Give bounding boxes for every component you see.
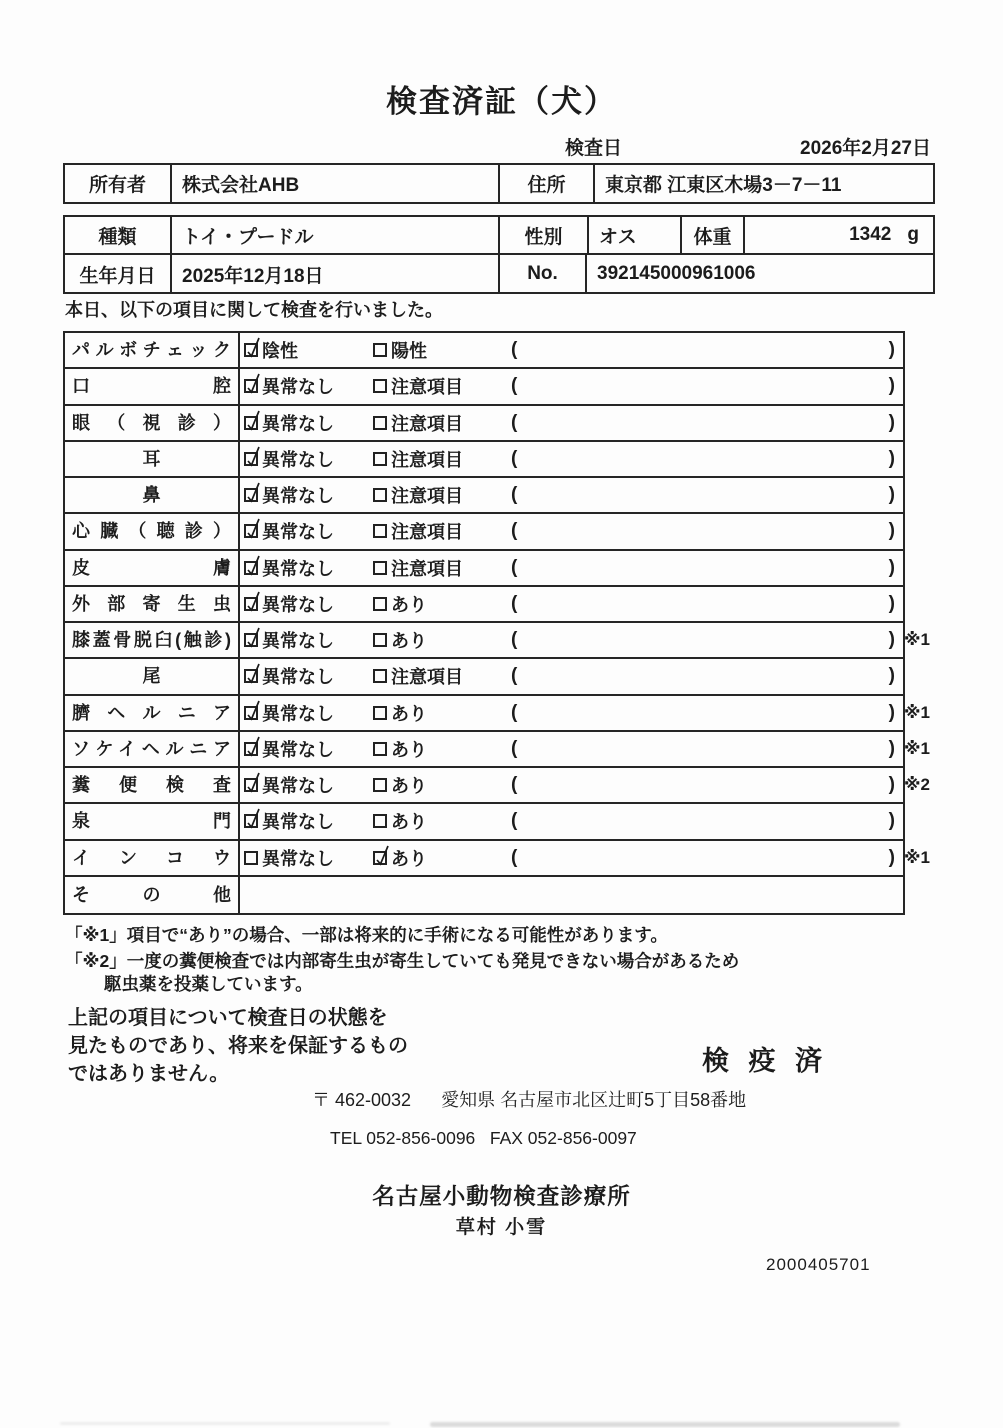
checkbox-icon [244,706,258,720]
exam-option-2 [373,772,511,798]
exam-item-options [240,841,903,875]
exam-option-2-label: 注意項目 [391,486,463,507]
exam-option-2-label: あり [391,776,427,797]
pet-table-row-1 [65,217,933,255]
open-paren: ( [511,520,518,542]
exam-remarks-field [511,847,903,869]
exam-row-footnote-ref: ※1 [904,630,930,650]
check-mark-icon [244,771,262,795]
exam-option-1 [244,736,373,762]
close-paren: ) [888,665,895,687]
exam-remarks-field [511,593,903,615]
exam-remarks-field [511,774,903,796]
checkbox-icon [244,452,258,466]
exam-item-label-cell [65,841,240,875]
open-paren: ( [511,592,518,614]
exam-item-label-cell [65,623,240,657]
exam-item-label-cell [65,732,240,766]
exam-table-row [65,696,930,732]
exam-table-row [65,369,903,405]
exam-option-1-label: 異常なし [262,522,334,543]
checkbox-icon [373,416,387,430]
exam-item-label: ソケイヘルニア [72,738,231,759]
sex-value: オス [589,217,682,253]
check-mark-icon [244,336,262,360]
exam-table-row [65,587,903,623]
exam-item-options [240,587,903,621]
disclaimer-line-3: ではありません。 [68,1063,230,1085]
birthdate-value: 2025年12月18日 [172,255,500,293]
exam-item-options [240,804,903,838]
exam-option-1 [244,555,373,581]
exam-item-label-cell [65,587,240,621]
disclaimer-line-2: 見たものであり、将来を保証するもの [68,1035,408,1057]
exam-remarks-field [511,810,903,832]
pet-table-row-2 [65,255,933,293]
checkbox-icon [373,814,387,828]
exam-item-label-cell [65,551,240,585]
exam-item-label: 心臓（聴診） [72,521,231,542]
exam-item-options [240,732,903,766]
exam-option-1-label: 異常なし [262,812,334,833]
exam-option-2-label: 注意項目 [391,377,463,398]
exam-option-1-label: 異常なし [262,739,334,760]
checkbox-icon [244,379,258,393]
no-value: 392145000961006 [597,263,756,284]
exam-option-2-label: 陽性 [391,341,427,362]
exam-option-2 [373,808,511,834]
close-paren: ) [888,846,895,868]
inspection-date-row [565,133,931,160]
close-paren: ) [888,556,895,578]
exam-item-options [240,551,903,585]
exam-option-1-label: 異常なし [262,776,334,797]
exam-item-label: 口腔 [72,376,231,397]
exam-item-options [240,514,903,548]
exam-table-row [65,333,903,369]
check-mark-icon [244,481,262,505]
exam-table-row [65,514,903,550]
check-mark-icon [244,626,262,650]
checkbox-icon [373,597,387,611]
exam-option-2 [373,518,511,544]
clinic-name: 名古屋小動物検査診療所 [372,1184,631,1209]
disclaimer-line-1: 上記の項目について検査日の状態を [68,1007,388,1029]
checkbox-icon [244,851,258,865]
exam-option-1 [244,627,373,653]
exam-item-label: パルボチェック [72,340,231,361]
exam-item-options [240,659,903,693]
exam-option-2-label: あり [391,703,427,724]
exam-remarks-field [511,665,903,687]
exam-table-row [65,877,903,913]
exam-remarks-field [511,375,903,397]
quarantine-passed-stamp: 検 疫 済 [702,1046,829,1076]
close-paren: ) [888,701,895,723]
exam-item-options [240,696,903,730]
exam-item-label-cell [65,768,240,802]
open-paren: ( [511,737,518,759]
sex-label: 性別 [500,217,589,253]
pet-table [63,215,935,294]
exam-option-1-label: 異常なし [262,558,334,579]
birthdate-label: 生年月日 [65,255,172,293]
owner-table [63,163,935,204]
exam-item-label: 眼（視診） [72,412,231,433]
exam-item-options [240,877,903,913]
disclaimer-statement [68,1004,408,1088]
exam-option-2-label: 注意項目 [391,667,463,688]
exam-option-2 [373,482,511,508]
close-paren: ) [888,375,895,397]
exam-item-options [240,369,903,403]
exam-item-label-cell [65,478,240,512]
exam-item-label-cell [65,406,240,440]
close-paren: ) [888,339,895,361]
checkbox-icon [244,488,258,502]
exam-option-2 [373,446,511,472]
checkbox-icon [373,778,387,792]
document-code: 2000405701 [766,1255,871,1274]
exam-item-label: 皮膚 [72,557,231,578]
exam-item-label: その他 [72,884,231,905]
no-label: No. [500,255,587,293]
check-mark-icon [244,409,262,433]
weight-value: 1342 [849,224,892,245]
address-label: 住所 [500,165,595,202]
exam-option-1 [244,663,373,689]
page-title: 検査済証（犬） [386,84,617,119]
checkbox-icon [373,742,387,756]
exam-item-label: インコウ [72,847,231,868]
exam-table-row [65,659,903,695]
exam-remarks-field [511,738,903,760]
open-paren: ( [511,375,518,397]
checkbox-icon [373,452,387,466]
exam-table-row [65,732,930,768]
weight-label: 体重 [682,217,745,253]
close-paren: ) [888,447,895,469]
exam-option-2 [373,555,511,581]
exam-item-options [240,406,903,440]
exam-option-1 [244,808,373,834]
checkbox-icon [373,488,387,502]
exam-option-2-label: あり [391,594,427,615]
checkbox-icon [373,379,387,393]
footnote-1: 「※1」項目で“あり”の場合、一部は将来的に手術になる可能性があります。 [65,925,668,945]
exam-item-label-cell [65,514,240,548]
address-value: 東京都 江東区木場3－7－11 [605,175,842,196]
exam-table-row [65,841,930,877]
exam-remarks-field [511,557,903,579]
exam-option-2-label: あり [391,812,427,833]
exam-item-options [240,478,903,512]
check-mark-icon [244,554,262,578]
breed-value: トイ・プードル [172,217,500,253]
exam-remarks-field [511,629,903,651]
checkbox-icon [373,669,387,683]
exam-table-row [65,442,903,478]
weight-unit: g [907,224,919,245]
checkbox-icon [244,597,258,611]
check-mark-icon [244,445,262,469]
exam-option-2-label: あり [391,739,427,760]
open-paren: ( [511,339,518,361]
exam-table [63,331,930,915]
open-paren: ( [511,629,518,651]
exam-option-1-label: 異常なし [262,486,334,507]
check-mark-icon [244,807,262,831]
exam-item-label-cell [65,369,240,403]
exam-item-label-cell [65,333,240,367]
exam-remarks-field [511,484,903,506]
exam-option-2 [373,845,511,871]
exam-row-footnote-ref: ※1 [904,738,930,758]
exam-item-options [240,623,903,657]
checkbox-icon [373,851,387,865]
exam-item-options [240,768,903,802]
check-mark-icon [244,590,262,614]
checkbox-icon [244,669,258,683]
owner-value: 株式会社AHB [172,165,500,202]
exam-remarks-field [511,520,903,542]
exam-option-1-label: 陰性 [262,341,298,362]
exam-remarks-field [511,448,903,470]
intro-line: 本日、以下の項目に関して検査を行いました。 [65,300,443,320]
exam-option-1 [244,337,373,363]
close-paren: ) [888,629,895,651]
checkbox-icon [244,814,258,828]
checkbox-icon [244,633,258,647]
open-paren: ( [511,701,518,723]
check-mark-icon [244,735,262,759]
exam-item-options [240,442,903,476]
open-paren: ( [511,556,518,578]
open-paren: ( [511,774,518,796]
exam-item-label: 泉門 [72,811,231,832]
close-paren: ) [888,411,895,433]
exam-table-row [65,551,903,587]
exam-row-footnote-ref: ※2 [904,775,930,795]
scan-artifact [60,1422,390,1425]
checkbox-icon [373,706,387,720]
checkbox-icon [373,343,387,357]
checkbox-icon [244,416,258,430]
exam-item-label: 耳 [142,448,161,469]
exam-option-1-label: 異常なし [262,703,334,724]
exam-table-row [65,478,903,514]
checkbox-icon [244,343,258,357]
exam-table-row [65,804,903,840]
check-mark-icon [244,517,262,541]
checkbox-icon [373,524,387,538]
scan-artifact [430,1422,900,1427]
check-mark-icon [244,662,262,686]
exam-option-1 [244,482,373,508]
exam-option-2 [373,627,511,653]
exam-option-2 [373,591,511,617]
examiner-name: 草村 小雪 [455,1217,548,1238]
exam-remarks-field [511,412,903,434]
exam-option-1 [244,591,373,617]
exam-option-2 [373,337,511,363]
exam-option-1 [244,700,373,726]
inspection-date-label: 検査日 [565,138,623,159]
check-mark-icon [373,844,391,868]
close-paren: ) [888,520,895,542]
exam-table-row [65,623,930,659]
exam-option-1 [244,373,373,399]
exam-table-row [65,768,930,804]
exam-option-2 [373,373,511,399]
check-mark-icon [244,699,262,723]
exam-option-1-label: 異常なし [262,413,334,434]
check-mark-icon [244,372,262,396]
exam-option-2-label: あり [391,631,427,652]
checkbox-icon [244,561,258,575]
open-paren: ( [511,447,518,469]
exam-option-2-label: 注意項目 [391,413,463,434]
exam-option-1-label: 異常なし [262,449,334,470]
exam-table-row [65,406,903,442]
exam-item-label: 鼻 [142,485,161,506]
checkbox-icon [244,524,258,538]
exam-option-2-label: 注意項目 [391,449,463,470]
checkbox-icon [373,561,387,575]
exam-option-2-label: あり [391,848,427,869]
exam-option-1 [244,446,373,472]
exam-option-1-label: 異常なし [262,377,334,398]
exam-item-label: 膝蓋骨脱臼(触診) [72,630,231,651]
clinic-address: 〒 462-0032 愛知県 名古屋市北区辻町5丁目58番地 [312,1090,747,1110]
open-paren: ( [511,484,518,506]
exam-option-1-label: 異常なし [262,848,334,869]
exam-item-label: 糞便検査 [72,775,231,796]
exam-option-1 [244,518,373,544]
close-paren: ) [888,592,895,614]
exam-option-2-label: 注意項目 [391,558,463,579]
footnote-2-continued: 駆虫薬を投薬しています。 [104,974,313,994]
exam-option-2 [373,736,511,762]
open-paren: ( [511,810,518,832]
owner-label: 所有者 [65,165,172,202]
exam-option-2 [373,700,511,726]
exam-item-label: 臍ヘルニア [72,702,231,723]
checkbox-icon [373,633,387,647]
close-paren: ) [888,737,895,759]
exam-item-label-cell [65,659,240,693]
checkbox-icon [244,778,258,792]
exam-item-label: 外部寄生虫 [72,593,231,614]
exam-item-label-cell [65,804,240,838]
exam-row-footnote-ref: ※1 [904,847,930,867]
clinic-phone: TEL 052-856-0096 FAX 052-856-0097 [330,1128,637,1148]
inspection-date-value: 2026年2月27日 [800,138,931,159]
exam-rows [65,333,930,913]
exam-option-2-label: 注意項目 [391,522,463,543]
close-paren: ) [888,810,895,832]
exam-item-label-cell [65,442,240,476]
close-paren: ) [888,774,895,796]
exam-item-label-cell [65,877,240,913]
exam-option-1 [244,845,373,871]
open-paren: ( [511,665,518,687]
exam-option-2 [373,663,511,689]
exam-option-2 [373,410,511,436]
exam-option-1-label: 異常なし [262,594,334,615]
exam-option-1 [244,772,373,798]
footnote-2: 「※2」一度の糞便検査では内部寄生虫が寄生していても発見できない場合があるため [65,951,740,971]
exam-option-1 [244,410,373,436]
exam-item-label-cell [65,696,240,730]
exam-item-label: 尾 [142,666,161,687]
weight-value-cell [745,217,933,253]
exam-remarks-field [511,702,903,724]
exam-option-1-label: 異常なし [262,667,334,688]
exam-row-footnote-ref: ※1 [904,702,930,722]
open-paren: ( [511,846,518,868]
exam-option-1-label: 異常なし [262,631,334,652]
close-paren: ) [888,484,895,506]
open-paren: ( [511,411,518,433]
exam-item-options [240,333,903,367]
checkbox-icon [244,742,258,756]
breed-label: 種類 [65,217,172,253]
exam-remarks-field [511,339,903,361]
